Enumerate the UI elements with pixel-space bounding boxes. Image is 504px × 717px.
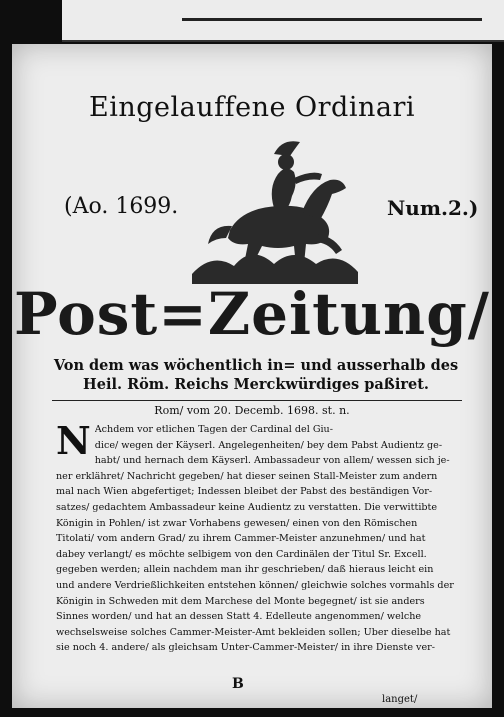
sheet-rule-line [182,18,482,21]
subtitle-line-2: Heil. Röm. Reichs Merckwürdiges paßiret. [83,376,429,393]
article-line: satzes/ gedachtem Ambassadeur keine Audientz zu verstatten. Die verwittibte [56,501,438,513]
article-body [56,418,460,656]
article-line: ner erklähret/ Nachricht gegeben/ hat dieser seinen Stall-Meister zum andern [56,470,438,482]
subtitle-line-1: Von dem was wöchentlich in= und ausserhalb des [53,357,459,374]
signature-mark: B [232,676,244,692]
drop-cap: N [56,418,91,463]
article-line: wechselsweise solches Cammer-Meister-Amt bekleiden sollen; Uber dieselbe hat [56,626,451,638]
masthead-title: Eingelauffene Ordinari [88,92,416,123]
article-line: und andere Verdrießlichkeiten entstehen können/ gleichwie solches vormahls der [56,579,454,591]
divider-rule [52,400,462,401]
article-line: Sinnes worden/ und hat an dessen Statt 4. Edelleute angenommen/ welche [56,611,422,623]
issue-number: Num.2.) [387,196,479,220]
issue-year: (Ao. 1699. [64,194,179,219]
dateline: Rom/ vom 20. Decemb. 1698. st. n. [154,404,350,417]
article-line: sie noch 4. andere/ als gleichsam Unter-Cammer-Meister/ in ihre Dienste ver- [56,642,435,654]
catchword: langet/ [382,694,418,705]
newspaper-name: Post=Zeitung/ [14,280,490,348]
newspaper-subtitle [36,356,476,394]
article-line: habt/ und hernach dem Käyserl. Ambassadeur von allem/ wessen sich je- [94,455,450,467]
article-line: Königin in Schweden mit dem Marchese del Monte begegnet/ ist sie anders [56,595,425,607]
article-line: dice/ wegen der Käyserl. Angelegenheiten/ bey dem Pabst Audientz ge- [94,439,443,451]
article-line: dabey verlangt/ es möchte selbigem von den Cardinälen der Titul Sr. Excell. [56,548,427,560]
article-line: mal nach Wien abgefertiget; Indessen bleibet der Pabst des beständigen Vor- [56,486,433,498]
horseman-woodcut-icon [182,134,368,286]
article-line: Königin in Pohlen/ ist zwar Vorhabens gewesen/ einen von den Römischen [56,517,418,529]
article-line: Titolati/ vom andern Grad/ zu ihrem Cammer-Meister anzunehmen/ und hat [56,533,426,545]
underlying-sheet-edge [62,0,504,42]
article-line: gegeben werden; allein nachdem man ihr geschrieben/ daß hieraus leicht ein [56,564,434,576]
newspaper-page [12,44,492,708]
article-line: Achdem vor etlichen Tagen der Cardinal del Giu- [94,424,333,435]
